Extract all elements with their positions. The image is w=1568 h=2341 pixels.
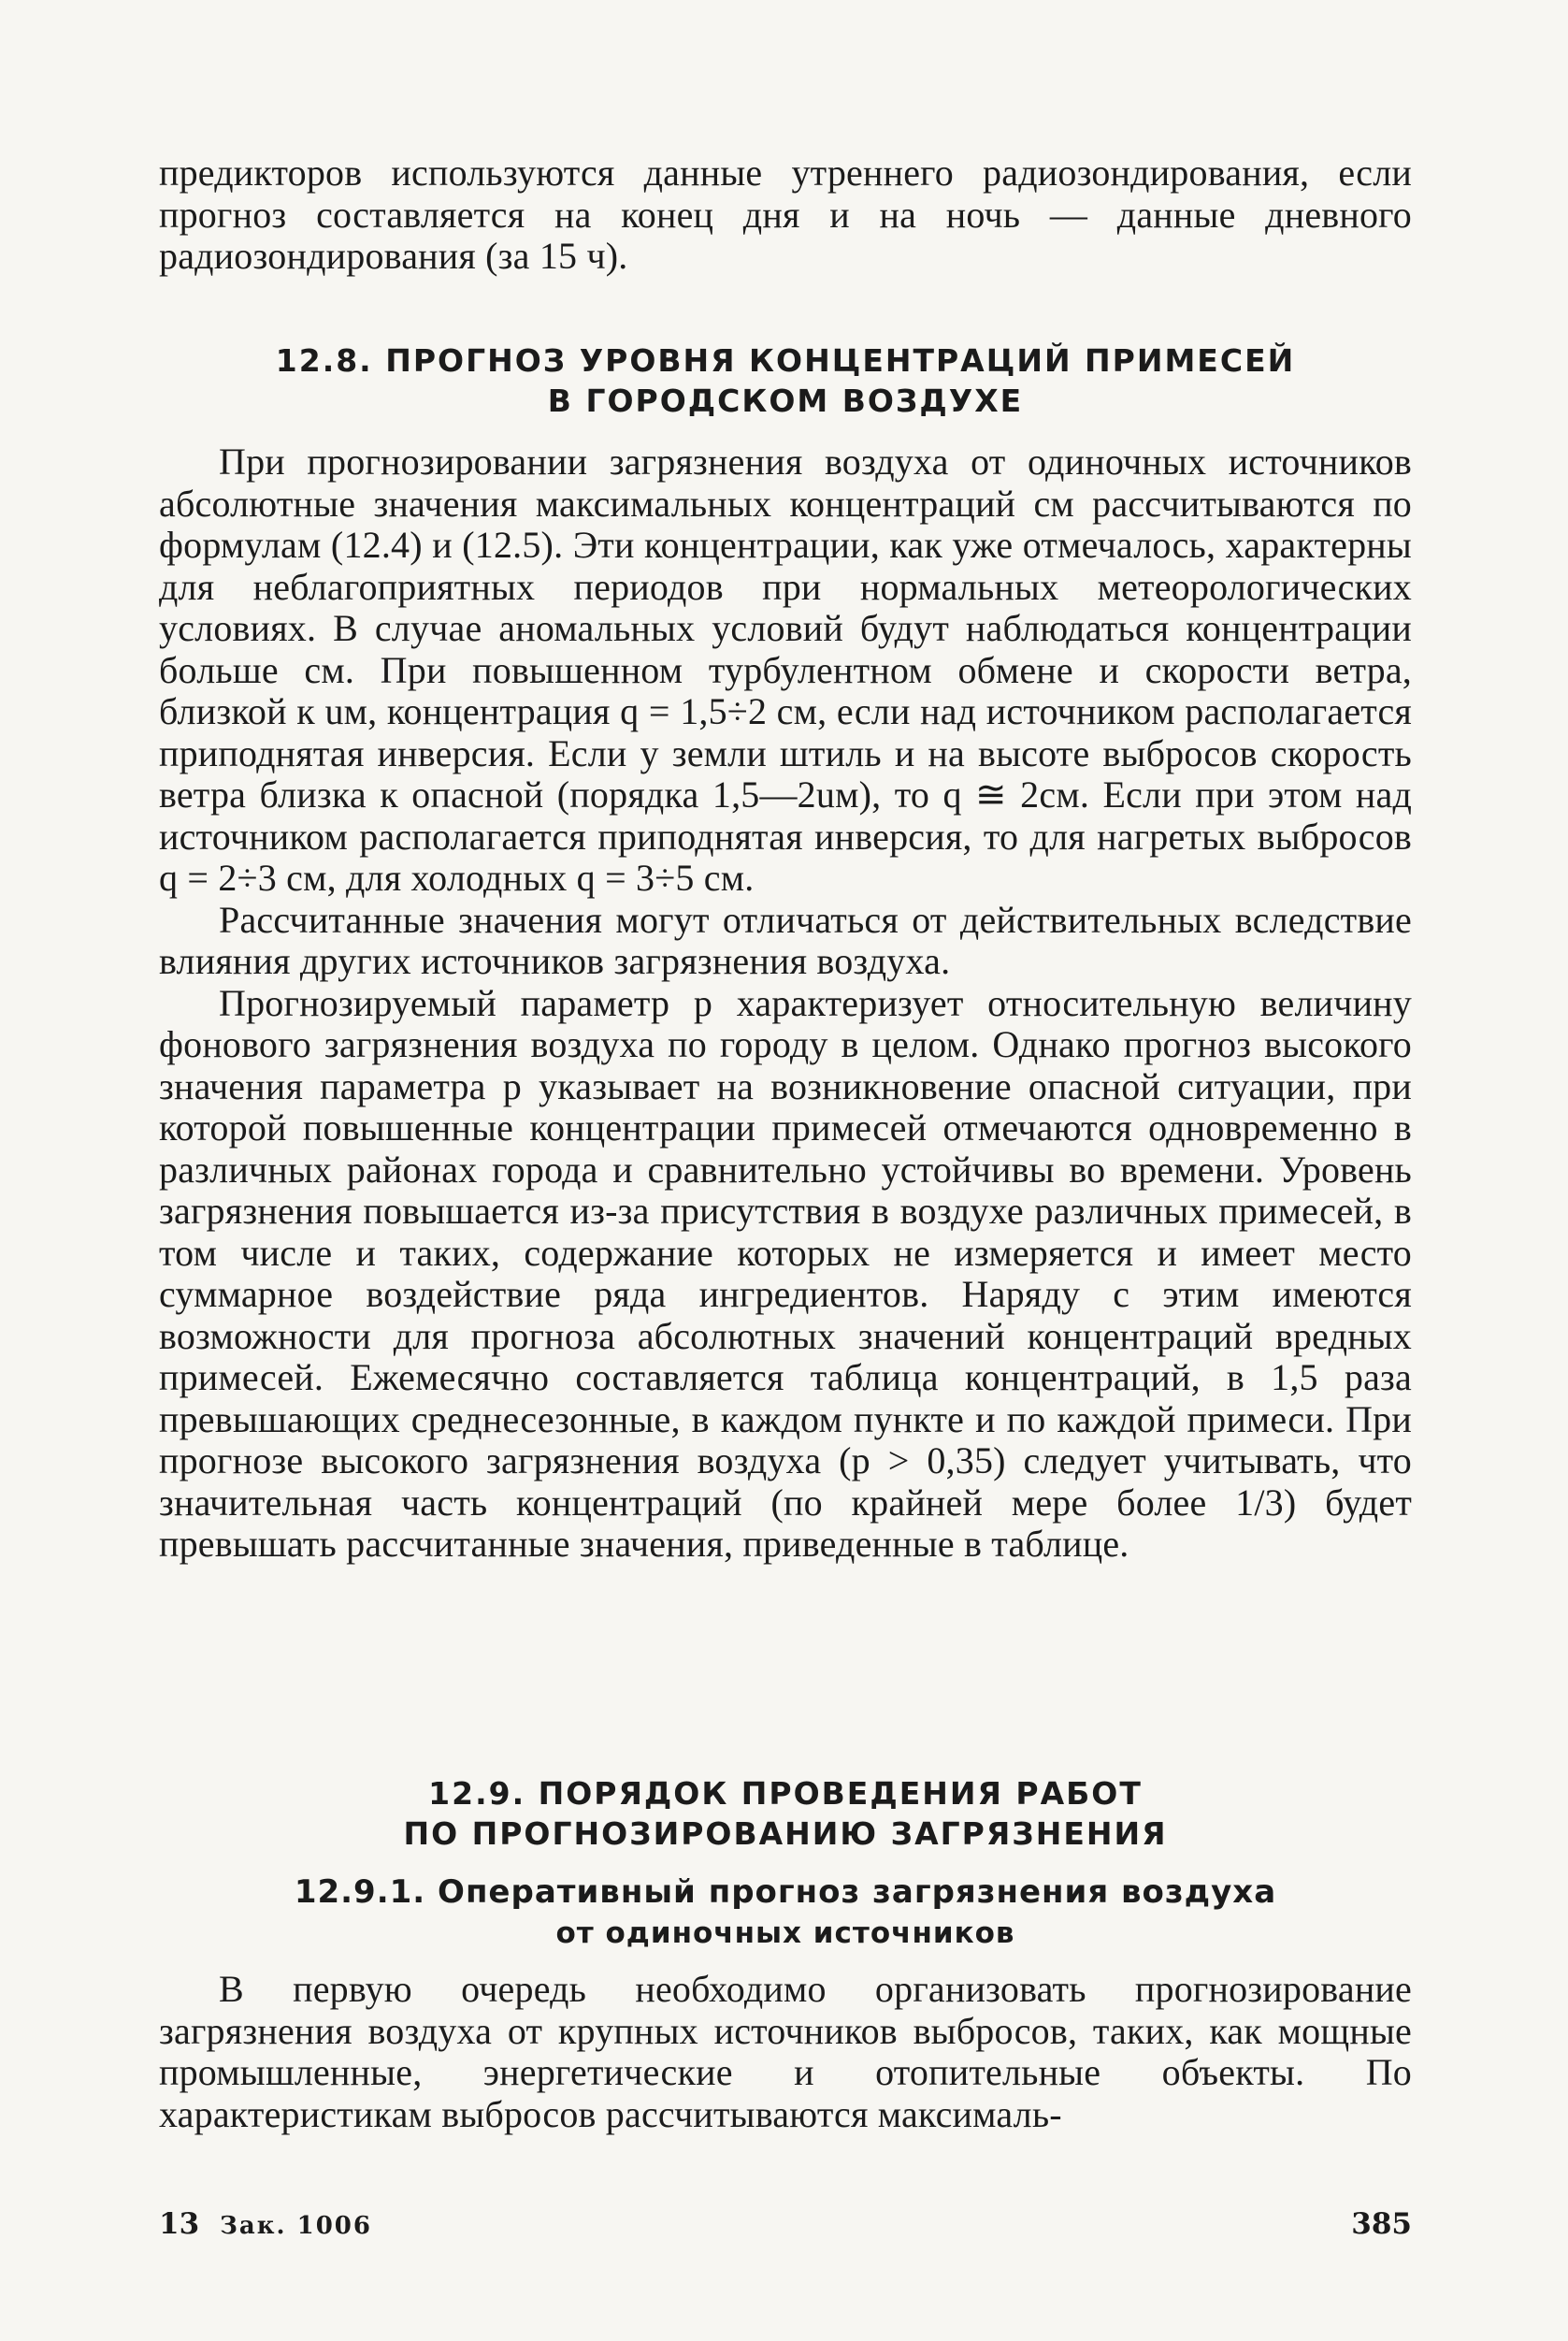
section-12-9-1-heading [159,1872,1412,1954]
heading-line: от одиночных источников [555,1916,1015,1950]
paragraph: предикторов используются данные утреннего радиозондирования, если прогноз составляется на конец дня и на ночь — данные дневного радиозондирования (за 15 ч). [159,152,1412,277]
paragraph: Рассчитанные значения могут отличаться от действительных вследствие влияния других источников загрязнения воздуха. [159,898,1412,982]
heading-line: 12.9. ПОРЯДОК ПРОВЕДЕНИЯ РАБОТ [428,1775,1143,1812]
paragraph: При прогнозировании загрязнения воздуха от одиночных источников абсолютные значения максимальных концентраций cм рассчитываются по формулам (12.4) и (12.5). Эти концентрации, как уже отмечалось, характерны для неблагоприятных периодов при нормальных метеорологических условиях. В случае аномальных условий будут наблюдаться концентрации больше cм. При повышенном турбулентном обмене и скорости ветра, близкой к uм, концентрация q = 1,5÷2 cм, если над источником располагается приподнятая инверсия. Если у земли штиль и на высоте выбросов скорость ветра близка к опасной (порядка 1,5—2uм), то q ≅ 2cм. Если при этом над источником располагается приподнятая инверсия, то для нагретых выбросов q = 2÷3 cм, для холодных q = 3÷5 cм. [159,441,1412,899]
section-12-9-1-body [159,1969,1412,2135]
section-12-8-body [159,441,1412,1566]
section-12-9-heading [159,1773,1412,1854]
paragraph: Прогнозируемый параметр p характеризует относительную величину фонового загрязнения воздуха по городу в целом. Однако прогноз высокого значения параметра p указывает на возникновение опасной ситуации, при которой повышенные концентрации примесей отмечаются одновременно в различных районах города и сравнительно устойчивы во времени. Уровень загрязнения повышается из-за присутствия в воздухе различных примесей, в том числе и таких, содержание которых не измеряется и имеет место суммарное воздействие ряда ингредиентов. Наряду с этим имеются возможности для прогноза абсолютных значений концентраций вредных примесей. Ежемесячно составляется таблица концентраций, в 1,5 раза превышающих среднесезонные, в каждом пункте и по каждой примеси. При прогнозе высокого загрязнения воздуха (p > 0,35) следует учитывать, что значительная часть концентраций (по крайней мере более 1/3) будет превышать рассчитанные значения, приведенные в таблице. [159,981,1412,1565]
heading-line: ПО ПРОГНОЗИРОВАНИЮ ЗАГРЯЗНЕНИЯ [403,1815,1168,1852]
heading-line: 12.8. ПРОГНОЗ УРОВНЯ КОНЦЕНТРАЦИЙ ПРИМЕСЕЙ [275,342,1296,379]
signature-number: 13 [159,2207,200,2241]
printer-signature [159,2207,372,2241]
section-12-8-heading [159,340,1412,421]
top-paragraph-block [159,152,1412,278]
heading-line: В ГОРОДСКОМ ВОЗДУХЕ [547,383,1024,419]
page-number: 385 [1351,2207,1412,2241]
signature-text: Зак. 1006 [220,2212,372,2240]
paragraph: В первую очередь необходимо организовать прогнозирование загрязнения воздуха от крупных источников выбросов, таких, как мощные промышленные, энергетические и отопительные объекты. По характеристикам выбросов рассчитываются максималь- [159,1968,1412,2135]
heading-line: 12.9.1. Оперативный прогноз загрязнения воздуха [294,1873,1277,1911]
